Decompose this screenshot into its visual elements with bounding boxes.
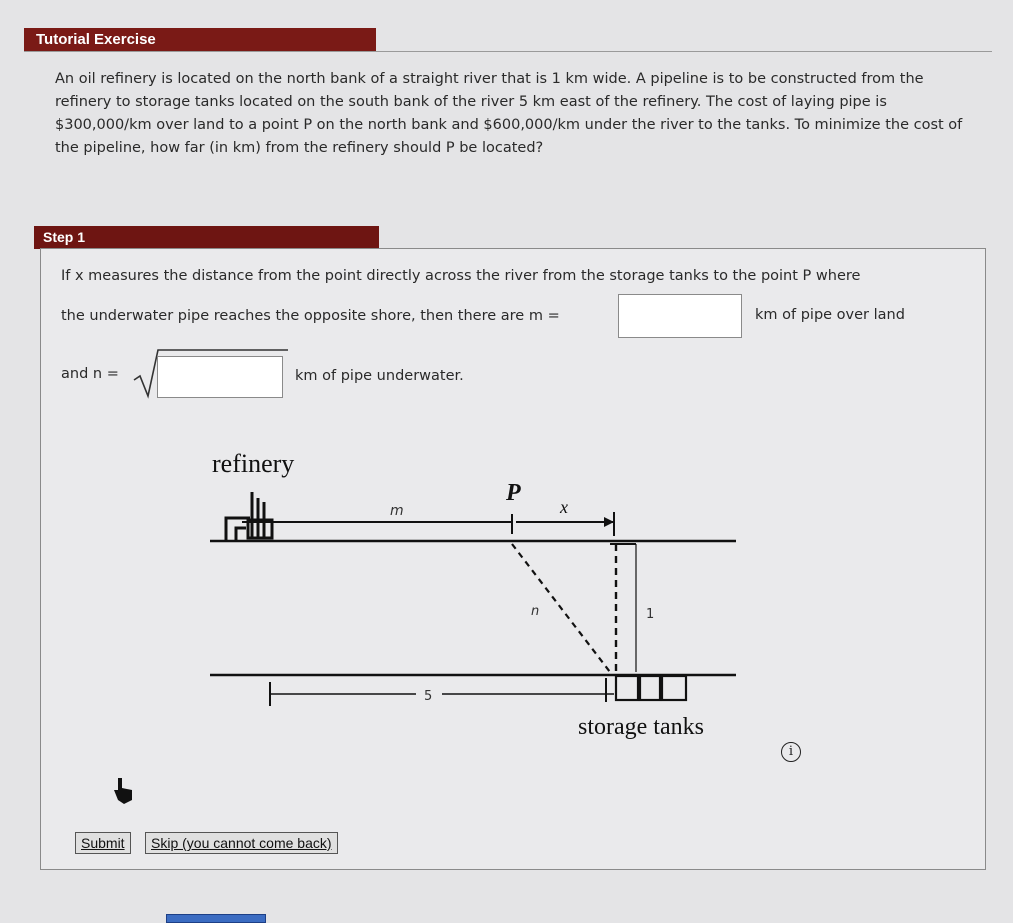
refinery-icon <box>226 492 272 540</box>
skip-button[interactable]: Skip (you cannot come back) <box>145 832 338 854</box>
n-label: n <box>531 604 540 619</box>
refinery-label: refinery <box>212 449 295 478</box>
underwater-pipe-line <box>512 544 610 672</box>
five-label: 5 <box>424 689 433 704</box>
step-line-2: the underwater pipe reaches the opposite shore, then there are m = <box>61 308 560 324</box>
submit-button[interactable]: Submit <box>75 832 131 854</box>
hand-pointer-icon <box>112 776 136 806</box>
step-line-3-suffix: km of pipe underwater. <box>295 368 464 384</box>
m-answer-input[interactable] <box>618 294 742 338</box>
storage-tanks-icon <box>616 676 686 700</box>
p-label: P <box>506 480 521 506</box>
n-answer-input[interactable] <box>157 356 283 398</box>
pipeline-diagram <box>190 440 750 750</box>
step-line-2-suffix: km of pipe over land <box>755 307 905 323</box>
bottom-partial-button[interactable] <box>166 914 266 923</box>
x-arrowhead-icon <box>604 517 614 527</box>
step-line-3-prefix: and n = <box>61 366 119 382</box>
x-label: x <box>560 497 568 517</box>
tutorial-exercise-tab: Tutorial Exercise <box>24 28 376 52</box>
header-divider <box>24 51 992 52</box>
storage-tanks-label: storage tanks <box>578 714 704 740</box>
m-label: m <box>390 503 404 519</box>
problem-statement: An oil refinery is located on the north bank of a straight river that is 1 km wide. A pipeline is to be constructed from the refinery to storage tanks located on the south bank of the river 5 km east of the refinery. The cost of laying pipe is $300,000/km over land to a point P on the north bank and $600,000/km under the river to the tanks. To minimize the cost of the pipeline, how far (in km) from the refinery should P be located? <box>55 71 963 156</box>
step-line-1: If x measures the distance from the point directly across the river from the storage tanks to the point P where <box>61 268 861 284</box>
step-1-tab: Step 1 <box>34 226 379 249</box>
width-label: 1 <box>646 607 655 622</box>
info-icon[interactable]: i <box>781 742 801 762</box>
